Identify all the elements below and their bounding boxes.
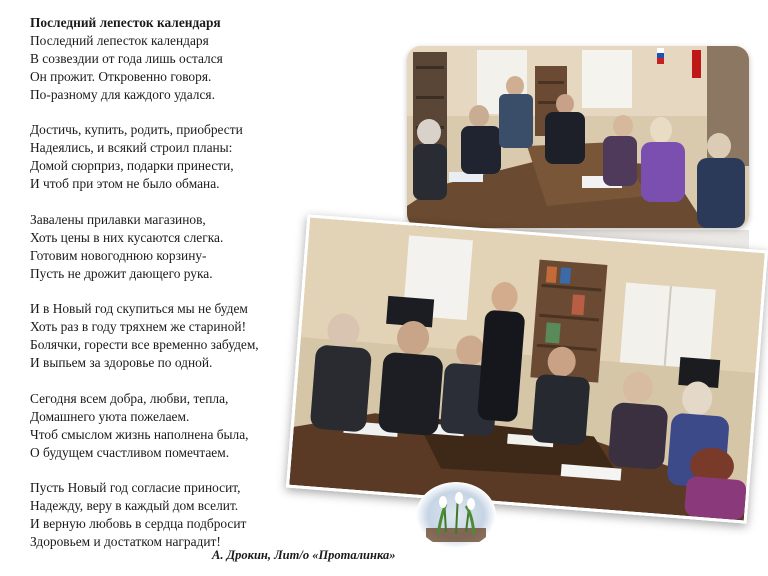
poem-line: Домашнего уюта пожелаем. xyxy=(30,408,190,424)
poem-line: Чтоб смыслом жизнь наполнена была, xyxy=(30,426,249,442)
stanza-5 xyxy=(30,390,330,462)
poem-line: Здоровьем и достатком наградит! xyxy=(30,534,221,550)
poem xyxy=(30,14,330,569)
stanza-2 xyxy=(30,121,330,193)
poem-line: Хоть раз в году тряхнем же стариной! xyxy=(30,319,247,335)
stanza-6 xyxy=(30,479,330,551)
stanza-4 xyxy=(30,300,330,372)
poem-line: И верную любовь в сердца подбросит xyxy=(30,516,247,532)
poem-author: А. Дрокин, Лит/о «Проталинка» xyxy=(212,548,396,562)
poem-line: И выпьем за здоровье по одной. xyxy=(30,355,213,371)
poem-line: В созвездии от года лишь остался xyxy=(30,50,223,66)
meeting-photo-top xyxy=(407,46,749,228)
poem-line: По-разному для каждого удался. xyxy=(30,86,215,102)
poem-line: Он прожит. Откровенно говоря. xyxy=(30,68,212,84)
poem-line: Надежду, веру в каждый дом вселит. xyxy=(30,498,239,514)
poem-line: Готовим новогоднюю корзину- xyxy=(30,247,207,263)
poem-line: Пусть не дрожит дающего рука. xyxy=(30,265,213,281)
poem-line: Хоть цены в них кусаются слегка. xyxy=(30,229,224,245)
stanza-3 xyxy=(30,211,330,283)
poem-line: О будущем счастливом помечтаем. xyxy=(30,444,230,460)
poem-line: Надеялись, и всякий строил планы: xyxy=(30,140,233,156)
poem-line: Сегодня всем добра, любви, тепла, xyxy=(30,390,229,406)
poem-line: И в Новый год скупиться мы не будем xyxy=(30,301,248,317)
poem-line: Последний лепесток календаря xyxy=(30,32,209,48)
poem-line: Завалены прилавки магазинов, xyxy=(30,211,206,227)
poem-line: Пусть Новый год согласие приносит, xyxy=(30,480,241,496)
meeting-photo-bottom xyxy=(286,214,768,523)
snowdrop-image xyxy=(416,482,496,548)
poem-line: Болячки, горести все временно забудем, xyxy=(30,337,259,353)
poem-line: И чтоб при этом не было обмана. xyxy=(30,176,220,192)
stanza-1 xyxy=(30,32,330,104)
poem-line: Домой сюрприз, подарки принести, xyxy=(30,158,234,174)
poem-line: Достичь, купить, родить, приобрести xyxy=(30,122,243,138)
poem-title: Последний лепесток календаря xyxy=(30,15,221,30)
